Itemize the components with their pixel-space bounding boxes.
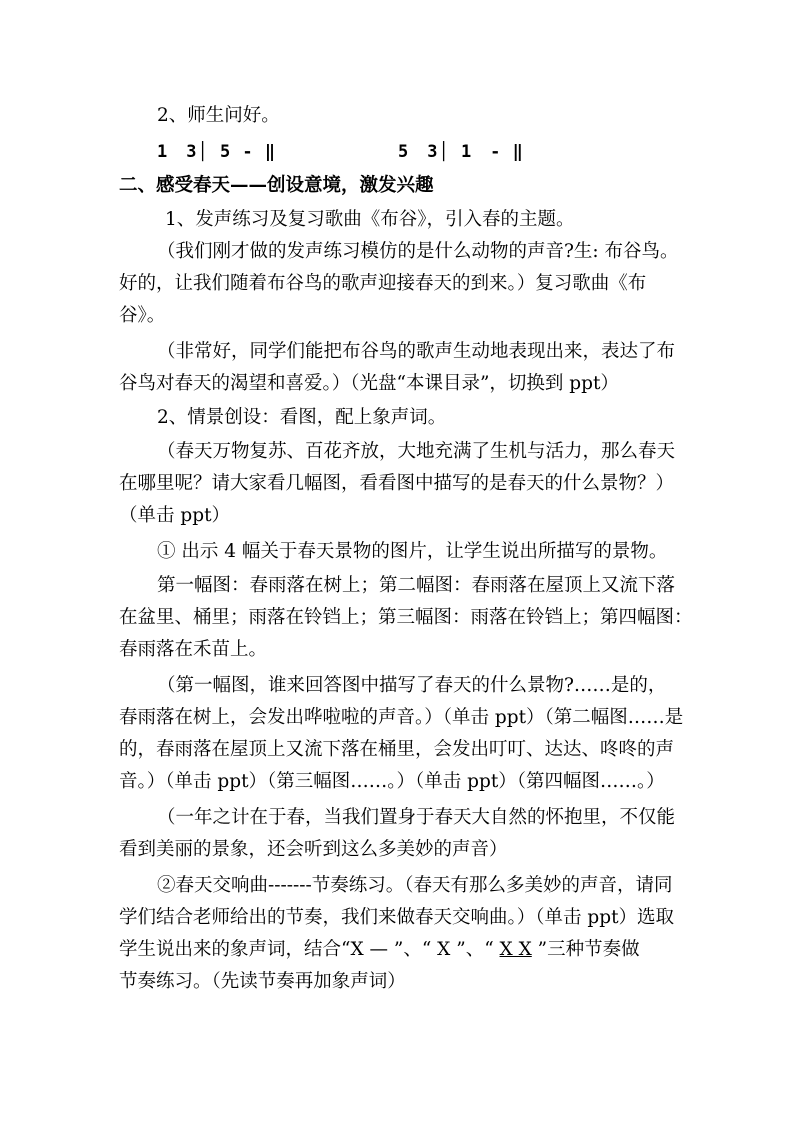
para-scene-setup: 2、情景创设：看图，配上象声词。 — [157, 407, 447, 428]
rhythm-xx-underlined: X X — [499, 939, 532, 960]
para-praise-1: （非常好，同学们能把布谷鸟的歌声生动地表现出来，表达了布 — [157, 341, 676, 362]
para-dialogue-2: 春雨落在树上，会发出哗啦啦的声音。）（单击 ppt）（第二幅图……是 — [119, 707, 684, 728]
para-symphony-3 — [119, 938, 640, 962]
para-year-plan-2: 看到美丽的景象，还会听到这么多美妙的声音） — [119, 839, 508, 860]
para-spring-3: （单击 ppt） — [119, 505, 231, 526]
para-pictures-1: 第一幅图：春雨落在树上；第二幅图：春雨落在屋顶上又流下落 — [157, 575, 676, 596]
section-heading: 二、感受春天——创设意境，激发兴趣 — [119, 175, 434, 196]
notation-right: 5 3│ 1 - ‖ — [398, 142, 524, 162]
para-year-plan-1: （一年之计在于春，当我们置身于春天大自然的怀抱里，不仅能 — [157, 807, 676, 828]
para-dialogue-1: （第一幅图，谁来回答图中描写了春天的什么景物?……是的， — [157, 675, 667, 696]
para-pictures-3: 春雨落在禾苗上。 — [119, 639, 268, 660]
para-vocal-practice: 1、发声练习及复习歌曲《布谷》，引入春的主题。 — [165, 209, 575, 230]
para-dialogue-4: 音。）（单击 ppt）（第三幅图……。）（单击 ppt）（第四幅图……。） — [119, 771, 665, 792]
para-show-pictures: ① 出示 4 幅关于春天景物的图片，让学生说出所描写的景物。 — [157, 541, 668, 562]
para-symphony-1: ②春天交响曲-------节奏练习。（春天有那么多美妙的声音，请同 — [157, 875, 673, 896]
para-question-1: （我们刚才做的发声练习模仿的是什么动物的声音?生: 布谷鸟。 — [157, 241, 679, 262]
para-symphony-2: 学们结合老师给出的节奏，我们来做春天交响曲。）（单击 ppt）选取 — [119, 907, 675, 928]
para-symphony-4: 节奏练习。（先读节奏再加象声词） — [119, 971, 406, 992]
para-spring-1: （春天万物复苏、百花齐放，大地充满了生机与活力，那么春天 — [157, 441, 676, 462]
greeting-line: 2、师生问好。 — [157, 105, 280, 126]
para-dialogue-3: 的，春雨落在屋顶上又流下落在桶里，会发出叮叮、达达、咚咚的声 — [119, 739, 675, 760]
para-pictures-2: 在盆里、桶里；雨落在铃铛上；第三幅图：雨落在铃铛上；第四幅图： — [119, 607, 693, 628]
symphony-text-a: 学生说出来的象声词，结合“X — ”、“ X ”、“ — [119, 939, 500, 960]
para-spring-2: 在哪里呢？请大家看几幅图，看看图中描写的是春天的什么景物？） — [119, 473, 675, 494]
para-question-3: 谷》。 — [119, 305, 166, 326]
para-question-2: 好的，让我们随着布谷鸟的歌声迎接春天的到来。）复习歌曲《布 — [119, 273, 647, 294]
symphony-text-b: ”三种节奏做 — [531, 939, 640, 960]
notation-left: 1 3│ 5 - ‖ — [157, 142, 277, 162]
para-praise-2: 谷鸟对春天的渴望和喜爱。）（光盘“本课目录”，切换到 ppt） — [119, 373, 619, 394]
